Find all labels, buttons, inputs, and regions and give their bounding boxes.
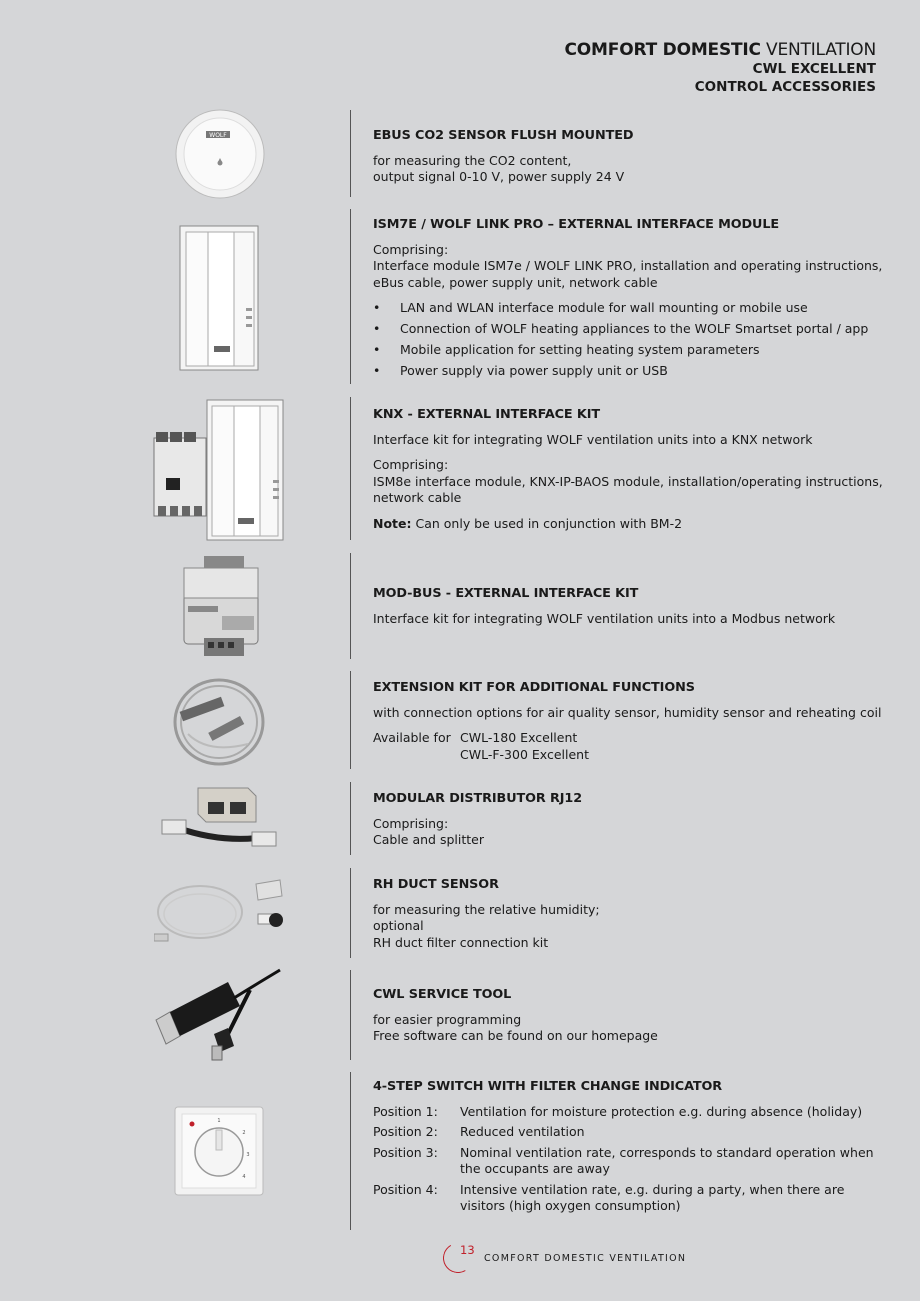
availability-row xyxy=(373,730,883,763)
section-description: Interface kit for integrating WOLF ventilation units into a Modbus network xyxy=(373,610,836,626)
section-title: MODULAR DISTRIBUTOR RJ12 xyxy=(373,791,583,806)
section-title: RH DUCT SENSOR xyxy=(373,877,499,892)
section-title: EXTENSION KIT FOR ADDITIONAL FUNCTIONS xyxy=(373,680,695,695)
section-description: Comprising: Cable and splitter xyxy=(373,815,484,847)
svg-text:1: 1 xyxy=(217,1118,221,1124)
availability-label: Available for xyxy=(373,730,451,745)
divider-line xyxy=(350,970,351,1060)
position-row xyxy=(373,1104,883,1121)
svg-text:3: 3 xyxy=(246,1152,250,1158)
position-label: Position 2: xyxy=(373,1124,438,1139)
divider-line xyxy=(350,782,351,855)
modbus-kit-image xyxy=(178,554,264,660)
position-label: Position 1: xyxy=(373,1103,438,1119)
section-rj12 xyxy=(373,791,883,858)
divider-line xyxy=(350,397,351,540)
divider-line xyxy=(350,553,351,659)
position-row xyxy=(373,1124,883,1141)
header-title: COMFORT DOMESTIC VENTILATION xyxy=(564,40,876,60)
footer-text: COMFORT DOMESTIC VENTILATION xyxy=(484,1253,687,1264)
position-row xyxy=(373,1182,883,1215)
section-rh-duct-sensor xyxy=(373,877,883,960)
section-title: KNX - EXTERNAL INTERFACE KIT xyxy=(373,407,601,422)
section-co2-sensor xyxy=(373,128,883,195)
position-row xyxy=(373,1145,883,1178)
divider-line xyxy=(350,868,351,958)
section-title: 4-STEP SWITCH WITH FILTER CHANGE INDICATOR xyxy=(373,1079,723,1094)
divider-line xyxy=(350,671,351,769)
position-label: Position 4: xyxy=(373,1181,438,1197)
divider-line xyxy=(350,209,351,384)
section-title: MOD-BUS - EXTERNAL INTERFACE KIT xyxy=(373,586,639,601)
list-item: • Power supply via power supply unit or USB xyxy=(373,363,883,380)
list-item: • Mobile application for setting heating system parameters xyxy=(373,342,883,359)
section-title: ISM7E / WOLF LINK PRO – EXTERNAL INTERFACE MODULE xyxy=(373,217,780,232)
list-item: • LAN and WLAN interface module for wall mounting or mobile use xyxy=(373,300,883,317)
section-extension-kit xyxy=(373,680,883,767)
section-description: Interface kit for integrating WOLF ventilation units into a KNX network xyxy=(373,431,813,447)
rh-duct-sensor-image xyxy=(154,878,286,948)
section-title: CWL SERVICE TOOL xyxy=(373,987,512,1002)
section-note: Note: Can only be used in conjunction with BM-2 xyxy=(373,515,683,531)
section-description: for easier programming Free software can be found on our homepage xyxy=(373,1011,658,1043)
svg-text:4: 4 xyxy=(242,1174,246,1180)
header-subtitle: CWL EXCELLENT xyxy=(752,61,876,77)
section-ism7e xyxy=(373,217,883,384)
page-footer xyxy=(443,1241,743,1275)
svg-text:2: 2 xyxy=(242,1130,246,1136)
position-description: Nominal ventilation rate, corresponds to standard operation when the occupants are away xyxy=(460,1144,874,1176)
page-number: 13 xyxy=(460,1243,475,1257)
4-step-switch-image xyxy=(174,1106,264,1196)
list-item: • Connection of WOLF heating appliances to the WOLF Smartset portal / app xyxy=(373,321,883,338)
section-modbus xyxy=(373,586,883,636)
section-title: EBUS CO2 SENSOR FLUSH MOUNTED xyxy=(373,128,634,143)
wolf-logo: WOLF xyxy=(209,132,227,139)
position-description: Intensive ventilation rate, e.g. during a party, when there are visitors (high oxygen consumption) xyxy=(460,1181,845,1213)
section-knx xyxy=(373,407,883,541)
ism7e-module-image xyxy=(178,224,260,372)
rj12-distributor-image xyxy=(158,782,282,858)
position-description: Reduced ventilation xyxy=(460,1124,585,1139)
header-section: CONTROL ACCESSORIES xyxy=(694,79,876,95)
section-comprising: Comprising: Interface module ISM7e / WOLF LINK PRO, installation and operating instructions, eBus cable, power supply unit, network cable xyxy=(373,241,883,290)
section-description: for measuring the CO2 content, output signal 0-10 V, power supply 24 V xyxy=(373,152,625,184)
divider-line xyxy=(350,110,351,197)
section-description: for measuring the relative humidity; optional RH duct filter connection kit xyxy=(373,901,600,950)
section-4-step-switch xyxy=(373,1079,883,1219)
section-comprising: Comprising: ISM8e interface module, KNX-IP-BAOS module, installation/operating instructions, network cable xyxy=(373,457,883,505)
divider-line xyxy=(350,1072,351,1230)
feature-list xyxy=(373,300,883,380)
position-label: Position 3: xyxy=(373,1144,438,1160)
section-description: with connection options for air quality sensor, humidity sensor and reheating coil xyxy=(373,704,882,720)
service-tool-image xyxy=(154,968,284,1062)
knx-kit-image xyxy=(150,398,286,542)
extension-kit-image xyxy=(168,674,270,770)
availability-values: CWL-180 Excellent CWL-F-300 Excellent xyxy=(460,730,589,762)
section-service-tool xyxy=(373,987,883,1054)
co2-sensor-image xyxy=(174,108,266,200)
position-description: Ventilation for moisture protection e.g. during absence (holiday) xyxy=(460,1103,863,1119)
page-header xyxy=(565,40,876,96)
